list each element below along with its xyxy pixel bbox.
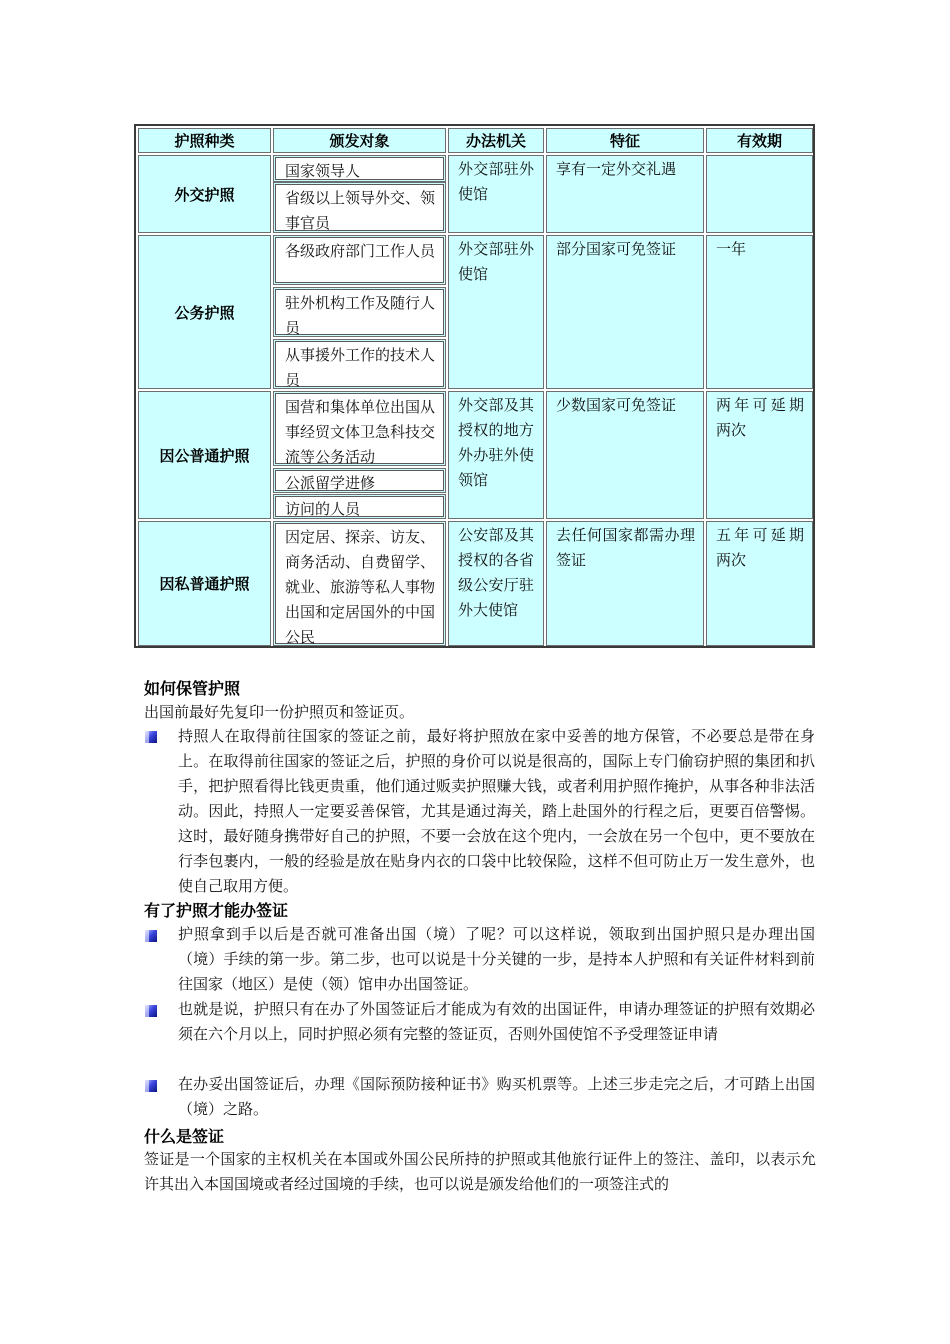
validity-text: 五年可延期两次 [716, 526, 804, 569]
feature-text: 享有一定外交礼遇 [556, 160, 677, 178]
authority-text: 外交部驻外使馆 [458, 160, 534, 203]
feature-cell [546, 521, 704, 646]
recipient-text: 访问的人员 [285, 500, 361, 518]
recipient-text: 因定居、探亲、访友、商务活动、自费留学、就业、旅游等私人事物出国和定居国外的中国公民 [285, 528, 436, 646]
section-title-what-is-visa: 什么是签证 [144, 1127, 225, 1146]
visa-step-text: 也就是说，护照只有在办了外国签证后才能成为有效的出国证件，申请办理签证的护照有效期必须在六个月以上，同时护照必须有完整的签证页，否则外国使馆不予受理签证申请 [178, 1000, 815, 1043]
recipient-cell [273, 468, 446, 493]
validity-cell [706, 235, 813, 389]
visa-step-text: 在办妥出国签证后，办理《国际预防接种证书》购买机票等。上述三步走完之后，才可踏上出国（境）之路。 [178, 1075, 815, 1118]
validity-text [707, 156, 812, 157]
validity-cell [706, 521, 813, 646]
row-kind-private-ordinary: 因私普通护照 [138, 521, 271, 646]
row-kind-official: 公务护照 [138, 235, 271, 389]
authority-text: 公安部及其授权的各省级公安厅驻外大使馆 [458, 526, 534, 619]
recipient-cell [273, 391, 446, 466]
keep-bullet-text: 持照人在取得前往国家的签证之前，最好将护照放在家中妥善的地方保管，不必要总是带在身上。在取得前往国家的签证之后，护照的身价可以说是很高的，国际上专门偷窃护照的集团和扒手，把护照看得比钱更贵重，他们通过贩卖护照赚大钱，或者利用护照作掩护，从事各种非法活动。因此，持照人一定要妥善保管，尤其是通过海关，踏上赴国外的行程之后，更要百倍警惕。这时，最好随身携带好自己的护照，不要一会放在这个兜内，一会放在另一个包中，更不要放在行李包裹内，一般的经验是放在贴身内衣的口袋中比较保险，这样不但可防止万一发生意外，也使自己取用方便。 [178, 727, 815, 895]
header-recipients: 颁发对象 [273, 128, 446, 153]
feature-cell [546, 235, 704, 389]
authority-cell [448, 235, 544, 389]
validity-text: 两年可延期两次 [716, 396, 804, 439]
authority-cell [448, 391, 544, 519]
recipient-text: 各级政府部门工作人员 [285, 242, 436, 260]
section-title-visa-steps: 有了护照才能办签证 [144, 901, 289, 920]
visa-step-text: 护照拿到手以后是否就可准备出国（境）了呢？可以这样说，领取到出国护照只是办理出国（境）手续的第一步。第二步，也可以说是十分关键的一步，是持本人护照和有关证件材料到前往国家（地区）是使（领）馆申办出国签证。 [178, 925, 815, 993]
feature-text: 部分国家可免签证 [556, 240, 677, 258]
passport-types-table [134, 124, 815, 648]
feature-text: 少数国家可免签证 [556, 396, 677, 414]
section-title-keep-passport: 如何保管护照 [144, 679, 241, 698]
recipient-cell [273, 287, 446, 337]
bullet-icon [145, 731, 157, 743]
authority-text: 外交部及其授权的地方外办驻外使领馆 [458, 396, 534, 489]
row-kind-public-ordinary: 因公普通护照 [138, 391, 271, 519]
header-features: 特征 [546, 128, 704, 153]
validity-cell [706, 391, 813, 519]
recipient-text: 驻外机构工作及随行人员 [285, 294, 436, 337]
feature-cell [546, 155, 704, 233]
bullet-icon [145, 930, 157, 942]
feature-cell [546, 391, 704, 519]
recipient-text: 公派留学进修 [285, 474, 376, 492]
validity-cell [706, 155, 813, 233]
recipient-cell [273, 155, 446, 182]
recipient-text: 从事援外工作的技术人员 [285, 346, 436, 389]
feature-text: 去任何国家都需办理签证 [556, 526, 695, 569]
validity-text: 一年 [716, 240, 747, 258]
authority-text: 外交部驻外使馆 [458, 240, 534, 283]
header-passport-type: 护照种类 [138, 128, 271, 153]
authority-cell [448, 521, 544, 646]
recipient-cell [273, 494, 446, 519]
recipient-cell [273, 182, 446, 233]
header-validity: 有效期 [706, 128, 813, 153]
keep-intro: 出国前最好先复印一份护照页和签证页。 [144, 703, 415, 721]
what-visa-body: 签证是一个国家的主权机关在本国或外国公民所持的护照或其他旅行证件上的签注、盖印，以表示允许其出入本国国境或者经过国境的手续，也可以说是颁发给他们的一项签注式的 [144, 1150, 816, 1193]
recipient-text: 国营和集体单位出国从事经贸文体卫急科技交流等公务活动 [285, 398, 436, 466]
recipient-text: 国家领导人 [285, 162, 361, 180]
bullet-icon [145, 1005, 157, 1017]
bullet-icon [145, 1080, 157, 1092]
authority-cell [448, 155, 544, 233]
header-issuing-authority: 办法机关 [448, 128, 544, 153]
row-kind-diplomatic: 外交护照 [138, 155, 271, 233]
recipient-cell [273, 235, 446, 285]
recipient-cell [273, 521, 446, 646]
recipient-text: 省级以上领导外交、领事官员 [285, 189, 436, 232]
recipient-cell [273, 339, 446, 389]
